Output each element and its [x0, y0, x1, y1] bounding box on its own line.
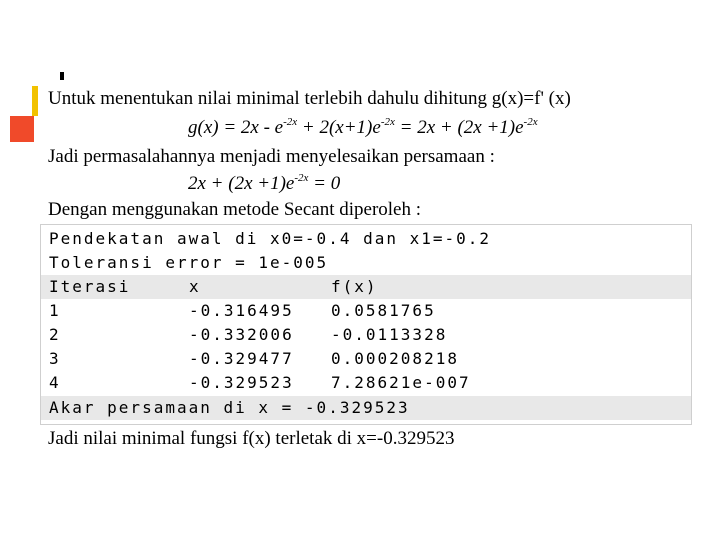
equation-g-part3: = 2x + (2x +1)e — [394, 117, 524, 138]
iter-cell: 1 — [49, 301, 61, 320]
table-row — [41, 371, 691, 395]
root-text: Akar persamaan di x = -0.329523 — [49, 398, 410, 417]
header-iterasi: Iterasi — [49, 277, 131, 296]
equation-g-part2: + 2(x+1)e — [297, 117, 381, 138]
iter-cell: 2 — [49, 325, 61, 344]
x-cell: -0.332006 — [189, 325, 294, 344]
approx-line — [41, 227, 691, 251]
approx-text: Pendekatan awal di x0=-0.4 dan x1=-0.2 — [49, 229, 492, 248]
tolerance-line — [41, 251, 691, 275]
decorative-divider — [34, 116, 40, 142]
table-header — [41, 275, 691, 299]
root-line — [41, 396, 691, 420]
x-cell: -0.329477 — [189, 349, 294, 368]
x-cell: -0.329523 — [189, 373, 294, 392]
conclusion-text: Jadi nilai minimal fungsi f(x) terletak di x=-0.329523 — [48, 428, 455, 449]
decorative-yellow-bar — [32, 86, 38, 116]
exp1: -2x — [283, 116, 298, 128]
intro-text: Untuk menentukan nilai minimal terlebih dahulu dihitung g(x)=f' (x) — [48, 88, 571, 109]
exp-zero: -2x — [294, 172, 309, 184]
iter-cell: 3 — [49, 349, 61, 368]
equation-zero — [188, 172, 340, 195]
equation-g — [188, 116, 538, 139]
table-row — [41, 347, 691, 371]
exp2: -2x — [380, 116, 395, 128]
equation-g-part1: g(x) = 2x - e — [188, 117, 284, 138]
method-text: Dengan menggunakan metode Secant diperoleh : — [48, 199, 422, 220]
bullet-marker — [60, 72, 64, 80]
fx-cell: 0.0581765 — [331, 301, 436, 320]
iter-cell: 4 — [49, 373, 61, 392]
x-cell: -0.316495 — [189, 301, 294, 320]
fx-cell: -0.0113328 — [331, 325, 448, 344]
header-x: x — [189, 277, 201, 296]
fx-cell: 0.000208218 — [331, 349, 459, 368]
fx-cell: 7.28621e-007 — [331, 373, 471, 392]
program-output — [40, 224, 692, 425]
header-fx: f(x) — [331, 277, 378, 296]
tolerance-text: Toleransi error = 1e-005 — [49, 253, 329, 272]
problem-text: Jadi permasalahannya menjadi menyelesaikan persamaan : — [48, 146, 495, 167]
table-row — [41, 323, 691, 347]
table-row — [41, 299, 691, 323]
equation-zero-part2: = 0 — [308, 173, 341, 194]
exp3: -2x — [523, 116, 538, 128]
equation-zero-part1: 2x + (2x +1)e — [188, 173, 295, 194]
